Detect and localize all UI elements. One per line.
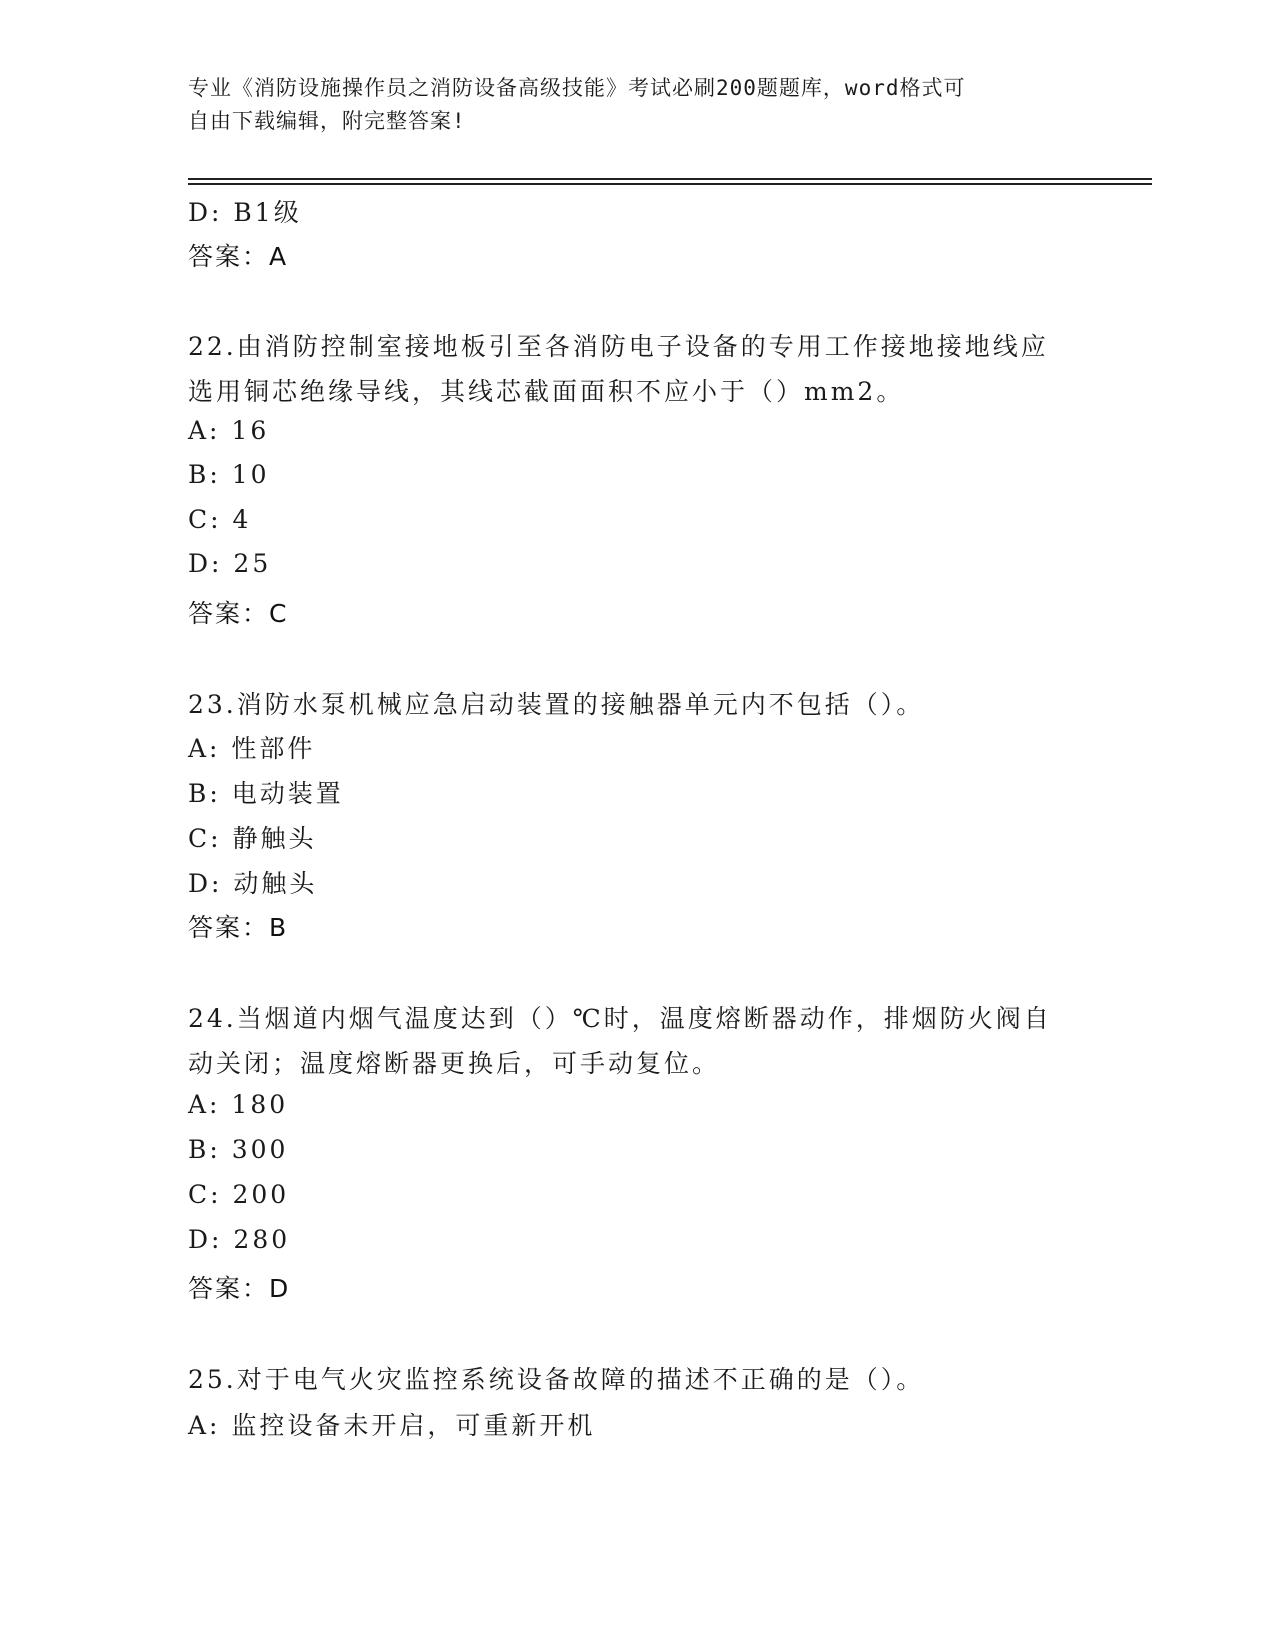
q22-option-d: D: 25 [188,549,272,578]
q22-option-b: B: 10 [188,460,270,489]
q24-option-b: B: 300 [188,1135,289,1164]
q24-option-c: C: 200 [188,1180,290,1209]
q25-option-a: A: 监控设备未开启，可重新开机 [188,1411,596,1440]
q23-option-a: A: 性部件 [188,734,316,763]
q22-stem-line-2: 选用铜芯绝缘导线，其线芯截面面积不应小于（）mm2。 [188,377,905,406]
header-line-2: 自由下载编辑，附完整答案! [188,109,466,133]
prev-answer: 答案：A [188,242,289,271]
q23-option-b: B: 电动装置 [188,779,344,808]
q25-stem-line-1: 25.对于电气火灾监控系统设备故障的描述不正确的是（）。 [188,1365,925,1394]
q24-answer: 答案：D [188,1274,291,1303]
header-divider-top [188,178,1152,180]
q22-stem-line-1: 22.由消防控制室接地板引至各消防电子设备的专用工作接地接地线应 [188,332,1049,361]
document-header [188,72,1088,138]
q24-option-d: D: 280 [188,1225,291,1254]
q22-option-a: A: 16 [188,416,270,445]
q24-stem-line-1: 24.当烟道内烟气温度达到（）℃时，温度熔断器动作，排烟防火阀自 [188,1004,1052,1033]
q23-answer: 答案：B [188,913,289,942]
prev-option-d: D: B1级 [188,198,302,227]
q24-option-a: A: 180 [188,1090,289,1119]
q23-option-d: D: 动触头 [188,869,318,898]
q23-option-c: C: 静触头 [188,824,317,853]
q24-stem-line-2: 动关闭；温度熔断器更换后，可手动复位。 [188,1049,721,1078]
q22-answer: 答案：C [188,599,289,628]
header-divider-bottom [188,183,1152,185]
q22-option-c: C: 4 [188,505,252,534]
header-line-1: 专业《消防设施操作员之消防设备高级技能》考试必刷200题题库，word格式可 [188,76,966,100]
q23-stem-line-1: 23.消防水泵机械应急启动装置的接触器单元内不包括（）。 [188,690,925,719]
